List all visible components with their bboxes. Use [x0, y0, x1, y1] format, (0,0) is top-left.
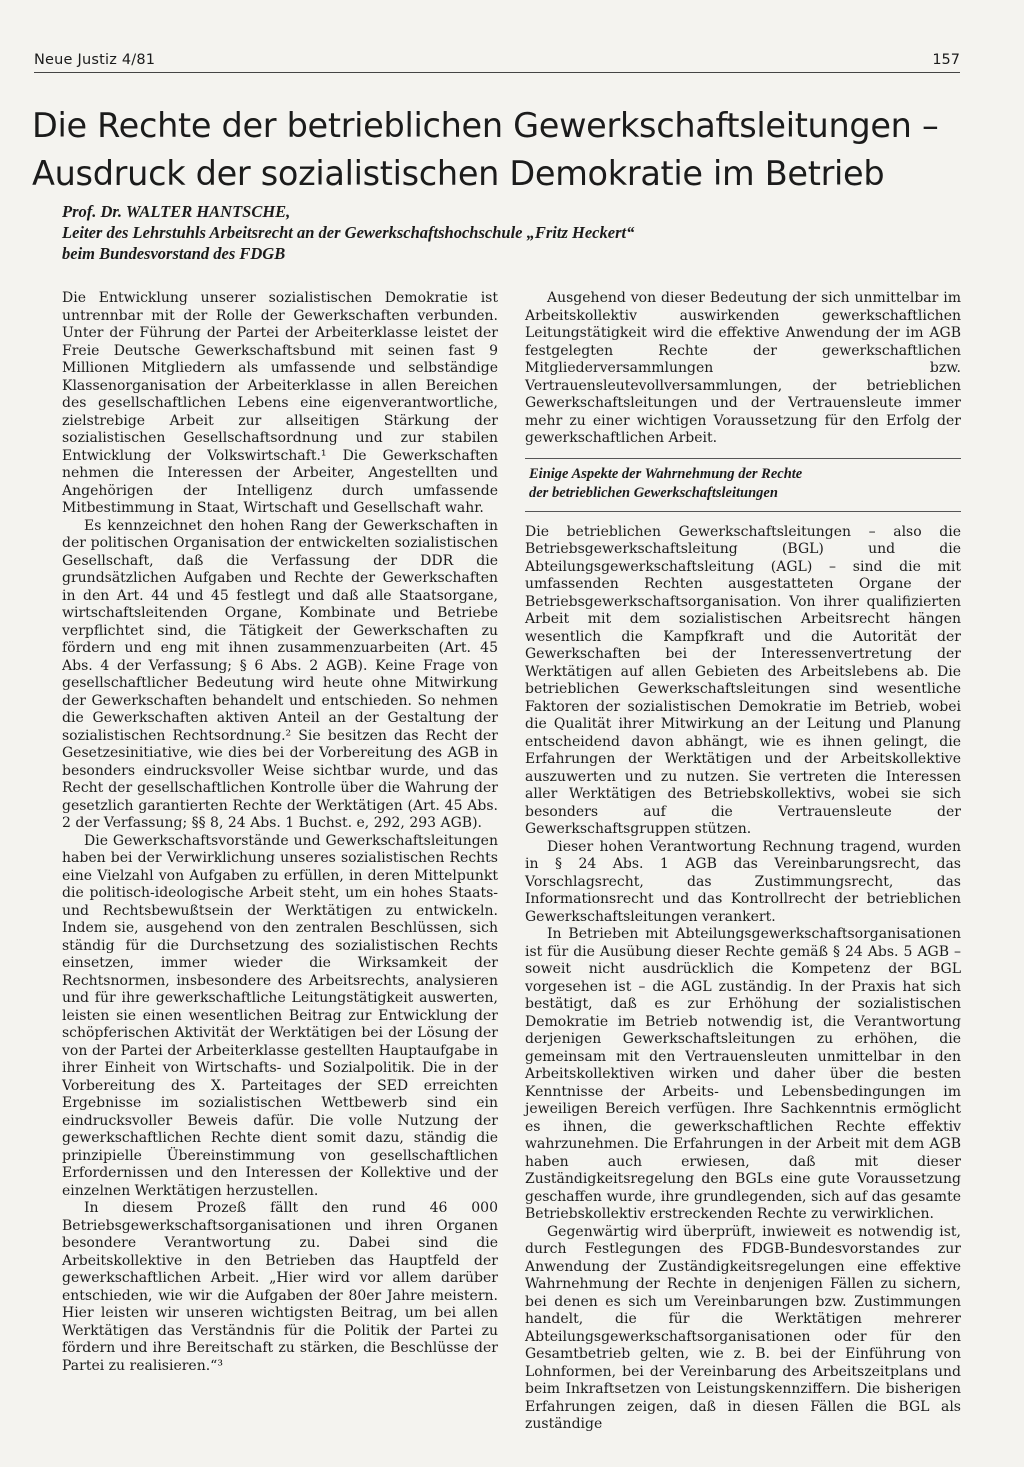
author-position-line-1: Leiter des Lehrstuhls Arbeitsrecht an der Gewerkschaftshochschule „Fritz Heckert“ [62, 223, 635, 242]
section-heading-line-2: der betrieblichen Gewerkschaftsleitungen [529, 484, 778, 501]
section-rule-top [525, 458, 961, 459]
paragraph: Die Gewerkschaftsvorstände und Gewerkschaftsleitungen haben bei der Verwirklichung unseres sozialistischen Rechts eine Vielzahl von Aufgaben zu erfüllen, in deren Mittelpunkt die politisch-ideologische Arbeit steht, um ein hohes Staats- und Rechtsbewußtsein der Werktätigen zu entwickeln. Indem sie, ausgehend von den zentralen Beschlüssen, sich ständig für die Durchsetzung des sozialistischen Rechts einsetzen, immer wieder die Wirksamkeit der Rechtsnormen, insbesondere des Arbeitsrechts, analysieren und für ihre gewerkschaftliche Leitungstätigkeit auswerten, leisten sie einen wesentlichen Beitrag zur Entwicklung der schöpferischen Aktivität der Werktätigen bei der Lösung der von der Partei der Arbeiterklasse gestellten Hauptaufgabe in ihrer Einheit von Wirtschafts- und Sozialpolitik. Die in der Vorbereitung des X. Parteitages der SED erreichten Ergebnisse im sozialistischen Wettbewerb sind ein eindrucksvoller Beweis dafür. Die volle Nutzung der gewerkschaftlichen Rechte dient somit dazu, ständig die prinzipielle Übereinstimmung von gesellschaftlichen Erfordernissen und den Interessen der Kollektive und der einzelnen Werktätigen herzustellen. [62, 832, 498, 1199]
right-column [525, 290, 961, 1434]
paragraph: In Betrieben mit Abteilungsgewerkschaftsorganisationen ist für die Ausübung dieser Rechte gemäß § 24 Abs. 5 AGB – soweit nicht ausdrücklich die Kompetenz der BGL vorgesehen ist – die AGL zuständig. In der Praxis hat sich bestätigt, daß es zur Erhöhung der sozialistischen Demokratie im Betrieb notwendig ist, die Verantwortung derjenigen Gewerkschaftsleitungen zu erhöhen, die gemeinsam mit den Vertrauensleuten unmittelbar in den Arbeitskollektiven wirken und daher über die besten Kenntnisse der Arbeits- und Lebensbedingungen im jeweiligen Bereich verfügen. Ihre Sachkenntnis ermöglicht es ihnen, die gewerkschaftlichen Rechte effektiv wahrzunehmen. Die Erfahrungen in der Arbeit mit dem AGB haben auch erwiesen, daß mit dieser Zuständigkeitsregelung den BGLs eine gute Voraussetzung geschaffen wurde, ihre grundlegenden, sich auf das gesamte Betriebskollektiv erstreckenden Rechte zu verwirklichen. [525, 926, 961, 1222]
section-heading [529, 465, 961, 503]
running-header [34, 50, 964, 78]
paragraph: Ausgehend von dieser Bedeutung der sich unmittelbar im Arbeitskollektiv auswirkenden gewerkschaftlichen Leitungstätigkeit wird die effektive Anwendung der im AGB festgelegten Rechte der gewerkschaftlichen Mitgliederversammlungen bzw. Vertrauensleutevollversammlungen, der betrieblichen Gewerkschaftsleitungen und der Vertrauensleute immer mehr zu einer wichtigen Voraussetzung für den Erfolg der gewerkschaftlichen Arbeit. [525, 290, 961, 446]
section-heading-line-1: Einige Aspekte der Wahrnehmung der Rechte [529, 465, 803, 482]
header-rule [34, 72, 960, 73]
paragraph: Es kennzeichnet den hohen Rang der Gewerkschaften in der politischen Organisation der entwickelten sozialistischen Gesellschaft, daß die Verfassung der DDR die grundsätzlichen Aufgaben und Rechte der Gewerkschaften in den Art. 44 und 45 festlegt und daß alle Staatsorgane, wirtschaftsleitenden Organe, Kombinate und Betriebe verpflichtet sind, die Tätigkeit der Gewerkschaften zu fördern und eng mit ihnen zusammenzuarbeiten (Art. 45 Abs. 4 der Verfassung; § 6 Abs. 2 AGB). Keine Frage von gesellschaftlicher Bedeutung wird heute ohne Mitwirkung der Gewerkschaften behandelt und entschieden. So nehmen die Gewerkschaften aktiven Anteil an der Gestaltung der sozialistischen Rechtsordnung.² Sie besitzen das Recht der Gesetzesinitiative, wie dies bei der Vorbereitung des AGB in besonders eindrucksvoller Weise sichtbar wurde, und das Recht der gesellschaftlichen Kontrolle über die Wahrung der gesetzlich garantierten Rechte der Werktätigen (Art. 45 Abs. 2 der Verfassung; §§ 8, 24 Abs. 1 Buchst. e, 292, 293 AGB). [62, 517, 498, 831]
article-title [32, 102, 982, 198]
page-number: 157 [932, 52, 960, 68]
author-name: Prof. Dr. WALTER HANTSCHE, [62, 202, 291, 221]
paragraph: Gegenwärtig wird überprüft, inwieweit es notwendig ist, durch Festlegungen des FDGB-Bundesvorstandes zur Anwendung der Zuständigkeitsregelungen eine effektive Wahrnehmung der Rechte in denjenigen Fällen zu sichern, bei denen es sich um Vereinbarungen bzw. Zustimmungen handelt, die für die Werktätigen mehrerer Abteilungsgewerkschaftsorganisationen oder für den Gesamtbetrieb gelten, wie z. B. bei der Einführung von Lohnformen, bei der Vereinbarung des Arbeitszeitplans und beim Inkraftsetzen von Leistungskennziffern. Die bisherigen Erfahrungen zeigen, daß in diesen Fällen die BGL als zuständige [525, 1223, 961, 1432]
paragraph: Dieser hohen Verantwortung Rechnung tragend, wurden in § 24 Abs. 1 AGB das Vereinbarungsrecht, das Vorschlagsrecht, das Zustimmungsrecht, das Informationsrecht und das Kontrollrecht der betrieblichen Gewerkschaftsleitungen verankert. [525, 838, 961, 925]
journal-issue: Neue Justiz 4/81 [34, 52, 156, 68]
paragraph: In diesem Prozeß fällt den rund 46 000 Betriebsgewerkschaftsorganisationen und ihren Organen besondere Verantwortung zu. Dabei sind die Arbeitskollektive in den Betrieben das Hauptfeld der gewerkschaftlichen Arbeit. „Hier wird vor allem darüber entschieden, wie wir die Aufgaben der 80er Jahre meistern. Hier leisten wir unseren wichtigsten Beitrag, um bei allen Werktätigen das Verständnis für die Politik der Partei zu fördern und ihre Bereitschaft zu stärken, die Beschlüsse der Partei zu realisieren.“³ [62, 1200, 498, 1374]
paragraph: Die Entwicklung unserer sozialistischen Demokratie ist untrennbar mit der Rolle der Gewerkschaften verbunden. Unter der Führung der Partei der Arbeiterklasse leistet der Freie Deutsche Gewerkschaftsbund mit seinen fast 9 Millionen Mitgliedern als umfassende und selbständige Klassenorganisation der Arbeiterklasse in allen Bereichen des gesellschaftlichen Lebens eine eigenverantwortliche, zielstrebige Arbeit zur allseitigen Stärkung der sozialistischen Gesellschaftsordnung und zur stabilen Entwicklung der Volkswirtschaft.¹ Die Gewerkschaften nehmen die Interessen der Arbeiter, Angestellten und Angehörigen der Intelligenz durch umfassende Mitbestimmung in Staat, Wirtschaft und Gesellschaft wahr. [62, 290, 498, 516]
section-rule-bottom [525, 511, 961, 512]
author-byline [62, 201, 962, 264]
article-title-line-1: Die Rechte der betrieblichen Gewerkschaftsleitungen – [32, 106, 939, 145]
author-position-line-2: beim Bundesvorstand des FDGB [62, 244, 286, 263]
paragraph: Die betrieblichen Gewerkschaftsleitungen – also die Betriebsgewerkschaftsleitung (BGL) und die Abteilungsgewerkschaftsleitung (AGL) – sind die mit umfassenden Rechten ausgestatteten Organe der Betriebsgewerkschaftsorganisation. Von ihrer qualifizierten Arbeit mit dem sozialistischen Arbeitsrecht hängen wesentlich die Kampfkraft und die Autorität der Gewerkschaften bei der Interessenvertretung der Werktätigen auf allen Gebieten des Arbeitslebens ab. Die betrieblichen Gewerkschaftsleitungen sind wesentliche Faktoren der sozialistischen Demokratie im Betrieb, wobei die Qualität ihrer Mitwirkung an der Leitung und Planung entscheidend davon abhängt, wie es ihnen gelingt, die Erfahrungen der Werktätigen und der Arbeitskollektive auszuwerten und zu nutzen. Sie vertreten die Interessen aller Werktätigen des Betriebskollektivs, wobei sie sich besonders auf die Vertrauensleute der Gewerkschaftsgruppen stützen. [525, 523, 961, 837]
left-column [62, 290, 498, 1375]
article-title-line-2: Ausdruck der sozialistischen Demokratie im Betrieb [32, 154, 885, 193]
